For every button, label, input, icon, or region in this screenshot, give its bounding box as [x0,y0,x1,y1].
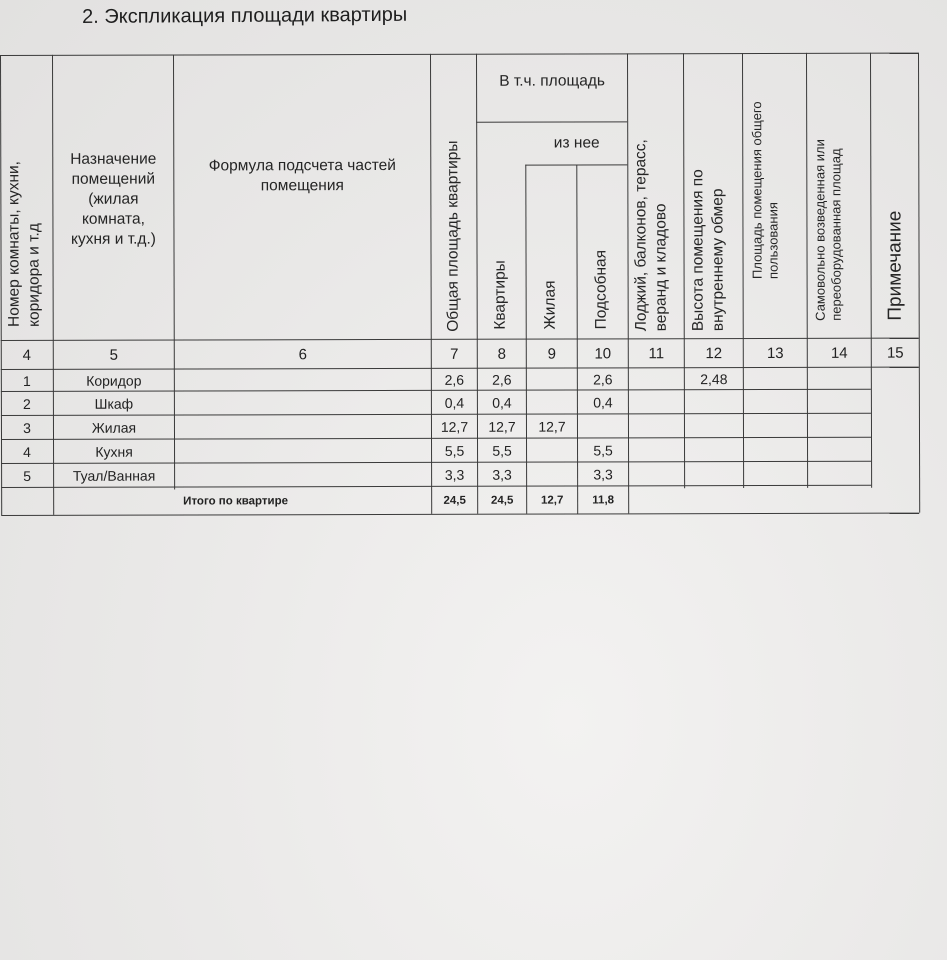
row-3-auxiliary [578,414,628,437]
row-1-name: Коридор [86,372,142,389]
header-group-including: В т.ч. площадь [499,72,605,90]
col-line-13-14 [806,53,808,488]
header-common-area-line2: пользования [765,202,781,279]
row-4-name: Кухня [95,443,133,460]
column-number-12: 12 [705,344,723,362]
row-2-living [527,390,577,413]
header-group-of-which: из нее [553,134,600,152]
row-2-height [685,390,743,413]
table-border-top [0,53,918,56]
explication-table [0,53,921,525]
totals-label: Итого по квартире [183,494,289,508]
header-total-area: Общая площадь квартиры [444,140,462,332]
totals-auxiliary: 11,8 [592,493,615,506]
row-4-total: 5,5 [444,442,465,459]
row-5-auxiliary: 3,3 [593,465,613,482]
column-number-8: 8 [497,345,506,363]
header-loggias-line2: веранд и кладово [652,203,670,332]
column-number-7: 7 [450,345,459,363]
row-3-apartment: 12,7 [488,418,516,435]
header-room-purpose-line4: комната, [81,210,145,228]
row-5-number: 5 [23,467,32,484]
column-number-13: 13 [766,344,784,362]
col-line-14-15 [870,53,872,488]
totals-apartment: 24,5 [490,494,514,507]
header-room-purpose-line1: Назначение [70,150,157,168]
header-formula [174,154,430,199]
row-4-living [527,438,577,461]
header-auxiliary-area: Подсобная [592,249,610,330]
row-2-auxiliary: 0,4 [593,393,613,410]
col-line-right [918,53,920,513]
row-2-number: 2 [22,395,31,412]
header-room-purpose-line2: помещений [71,170,156,188]
header-unauthorized-area [812,139,844,321]
header-unauthorized-area-line2: переоборудованная площад [828,148,844,321]
row-4-auxiliary: 5,5 [593,441,613,458]
column-number-10: 10 [594,344,612,362]
row-1-number: 1 [22,372,31,389]
header-unauthorized-area-line1: Самовольно возведенная или [812,139,828,321]
row-5-apartment: 3,3 [492,466,512,483]
header-loggias [631,139,672,331]
row-4-apartment: 5,5 [492,442,512,459]
column-number-5: 5 [109,346,118,364]
row-5-total: 3,3 [444,466,465,483]
row-2-apartment: 0,4 [492,394,512,411]
column-number-14: 14 [830,344,848,362]
header-room-purpose-line3: (жилая [88,190,139,208]
column-number-11: 11 [648,344,665,362]
header-formula-line2: помещения [260,177,344,195]
header-note: Примечание [884,210,906,321]
row-1-apartment: 2,6 [492,371,512,388]
header-common-area [749,101,781,279]
header-room-height-line1: Высота помещения по [689,169,707,332]
column-number-4: 4 [22,346,31,364]
header-room-number [4,161,44,327]
row-5-name: Туал/Ванная [72,467,156,484]
row-1-height: 2,48 [700,370,728,387]
row-5-height [685,462,743,485]
row-3-name: Жилая [91,419,137,436]
header-formula-line1: Формула подсчета частей [208,156,396,175]
column-number-15: 15 [886,344,904,362]
header-living-area: Жилая [541,280,559,330]
row-1-auxiliary: 2,6 [593,370,613,387]
row-3-total: 12,7 [440,418,469,435]
page-title: 2. Экспликация площади квартиры [82,3,408,28]
header-room-number-line2: коридора и т.д [25,223,43,327]
header-apartment-area: Квартиры [491,260,509,330]
row-3-number: 3 [23,419,31,436]
header-common-area-line1: Площадь помещения общего [749,101,765,280]
row-2-total: 0,4 [444,394,465,411]
row-5-living [527,462,577,485]
header-room-purpose-line5: кухня и т.д.) [71,230,156,248]
row-3-height [685,414,743,437]
column-number-9: 9 [547,345,556,363]
totals-total: 24,5 [443,494,466,507]
header-room-number-line1: Номер комнаты, кухни, [5,161,23,327]
row-1-living [527,368,577,389]
row-4-number: 4 [23,443,31,460]
header-room-purpose [53,145,173,255]
header-room-height [688,169,728,331]
column-number-6: 6 [298,345,307,363]
header-loggias-line1: Лоджий, балконов, терасс, [632,139,650,332]
row-2-name: Шкаф [94,395,134,412]
totals-living: 12,7 [540,494,564,507]
row-1-total: 2,6 [444,371,465,388]
row-4-height [685,438,743,461]
row-3-living: 12,7 [538,418,566,435]
header-room-height-line2: внутреннему обмер [709,188,727,332]
